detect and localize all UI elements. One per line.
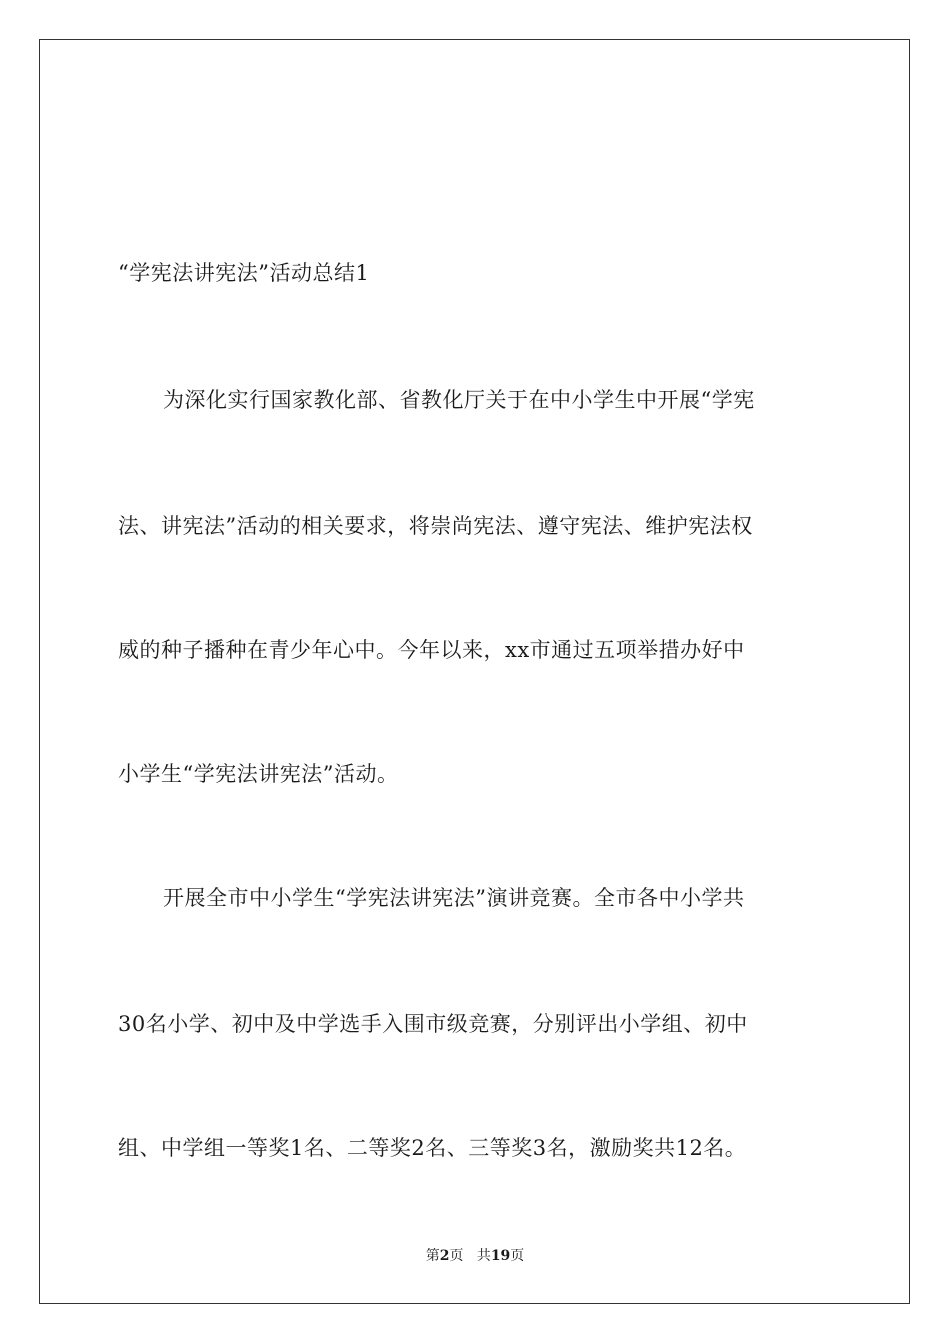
page-frame [39,39,910,1304]
total-prefix: 共 [476,1248,491,1264]
paragraph-1-line-2: 法、讲宪法”活动的相关要求，将崇尚宪法、遵守宪法、维护宪法权 [118,514,753,538]
page-prefix: 第 [425,1248,440,1264]
total-suffix: 页 [510,1248,525,1264]
paragraph-2-line-1: 开展全市中小学生“学宪法讲宪法”演讲竞赛。全市各中小学共 [163,886,745,910]
paragraph-1-line-1: 为深化实行国家教化部、省教化厅关于在中小学生中开展“学宪 [163,388,755,412]
page-suffix: 页 [449,1248,464,1264]
total-pages: 19 [490,1248,511,1264]
paragraph-2-line-2: 30名小学、初中及中学选手入围市级竞赛，分别评出小学组、初中 [118,1012,748,1036]
page-footer [0,1247,950,1265]
paragraph-2-line-3: 组、中学组一等奖1名、二等奖2名、三等奖3名，激励奖共12名。 [118,1136,747,1160]
page-number: 2 [439,1248,450,1264]
document-title: “学宪法讲宪法”活动总结1 [118,261,370,285]
paragraph-1-line-4: 小学生“学宪法讲宪法”活动。 [118,762,399,786]
paragraph-1-line-3: 威的种子播种在青少年心中。今年以来，xx市通过五项举措办好中 [118,638,745,662]
